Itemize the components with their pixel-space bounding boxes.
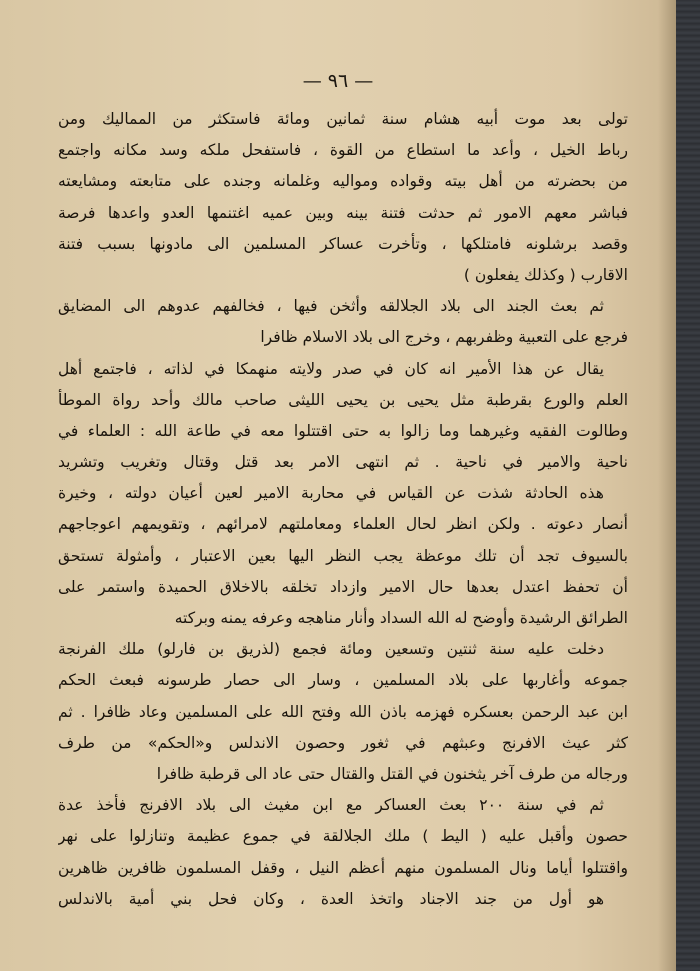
text-line: رباط الخيل ، وأعد ما استطاع من القوة ، فاستفحل ملكه وسد مكانه واجتمع	[58, 141, 628, 160]
text-line: ثم في سنة ٢٠٠ بعث العساكر مع ابن مغيث الى بلاد الافرنج فأخذ عدة	[58, 796, 604, 815]
text-line: فباشر معهم الامور ثم حدثت فتنة بينه وبين عميه اغتنمها العدو واعدها فرصة	[58, 203, 628, 222]
text-line: واقتتلوا أياما ونال المسلمون منهم أعظم النيل ، وقفل المسلمون ظافرين ظاهرين	[58, 858, 628, 877]
text-line: ناحية والامير في ناحية . ثم انتهى الامر بعد قتل وقتال وتغريب وتشريد	[58, 453, 628, 472]
body-text	[58, 104, 628, 915]
book-binding-edge	[676, 0, 700, 971]
text-line: حصون وأقبل عليه ( اليط ) ملك الجلالقة في جموع عظيمة وتنازلوا على نهر	[58, 827, 628, 846]
text-line: العلم والورع بقرطبة مثل يحيى بن يحيى الليثى صاحب مالك وأحد رواة الموطأ	[58, 390, 628, 409]
text-line: ورجاله من طرف آخر يثخنون في القتل والقتال حتى عاد الى قرطبة ظافرا	[156, 764, 628, 783]
text-line: وقصد برشلونه فامتلكها ، وتأخرت عساكر المسلمين الى مادونها بسبب فتنة	[58, 234, 628, 253]
text-line: كثر عيث الافرنج وعبثهم في ثغور وحصون الاندلس و«الحكم» من طرف	[58, 733, 628, 752]
text-line: وطالوت الفقيه وغيرهما وما زالوا به حتى اقتتلوا معه في طاعة الله : العلماء في	[58, 421, 628, 440]
text-line: هو أول من جند الاجناد واتخذ العدة ، وكان فحل بني أمية بالاندلس	[58, 889, 604, 908]
text-line: يقال عن هذا الأمير انه كان في صدر ولايته منهمكا في لذاته ، فاجتمع أهل	[58, 359, 604, 378]
text-line: دخلت عليه سنة ثنتين وتسعين ومائة فجمع (لذريق بن فارلو) ملك الفرنجة	[58, 640, 604, 659]
text-line: تولى بعد موت أبيه هشام سنة ثمانين ومائة فاستكثر من المماليك ومن	[58, 110, 628, 128]
text-line: ابن عبد الرحمن بعسكره فهزمه باذن الله وفتح الله على المسلمين وعاد ظافرا . ثم	[58, 702, 628, 721]
text-line: بالسيوف تجد أن تلك موعظة يجب النظر اليها بعين الاعتبار ، وأمثولة تستحق	[58, 546, 628, 565]
text-line: فرجع على التعبية وظفربهم ، وخرج الى بلاد الاسلام ظافرا	[260, 328, 628, 347]
text-line: أن تحفظ اعتدل بعدها حال الامير وازداد تخلقه بالاخلاق الحميدة واستمر على	[58, 577, 628, 596]
page-number: — ٩٦ —	[302, 70, 374, 92]
text-line: الاقارب ( وكذلك يفعلون )	[463, 265, 628, 284]
text-line: جموعه وأغاربها على بلاد المسلمين ، وسار الى حصار طرسونه فبعث الحكم	[58, 671, 628, 690]
text-line: أنصار دعوته . ولكن انظر لحال العلماء ومعاملتهم لامرائهم ، وتقويمهم اعوجاجهم	[58, 515, 628, 534]
text-line: الطرائق الرشيدة وأوضح له الله السداد وأنار مناهجه وعرفه يمنه وبركته	[174, 609, 628, 627]
text-line: هذه الحادثة شذت عن القياس في محاربة الامير لعين أعيان دولته ، وخيرة	[58, 484, 604, 503]
text-line: ثم بعث الجند الى بلاد الجلالقه وأثخن فيها ، فخالفهم عدوهم الى المضايق	[58, 297, 604, 316]
text-line: من بحضرته من أهل بيته وقواده ومواليه وغلمانه وجنده على متابعته ومشايعته	[58, 172, 628, 191]
